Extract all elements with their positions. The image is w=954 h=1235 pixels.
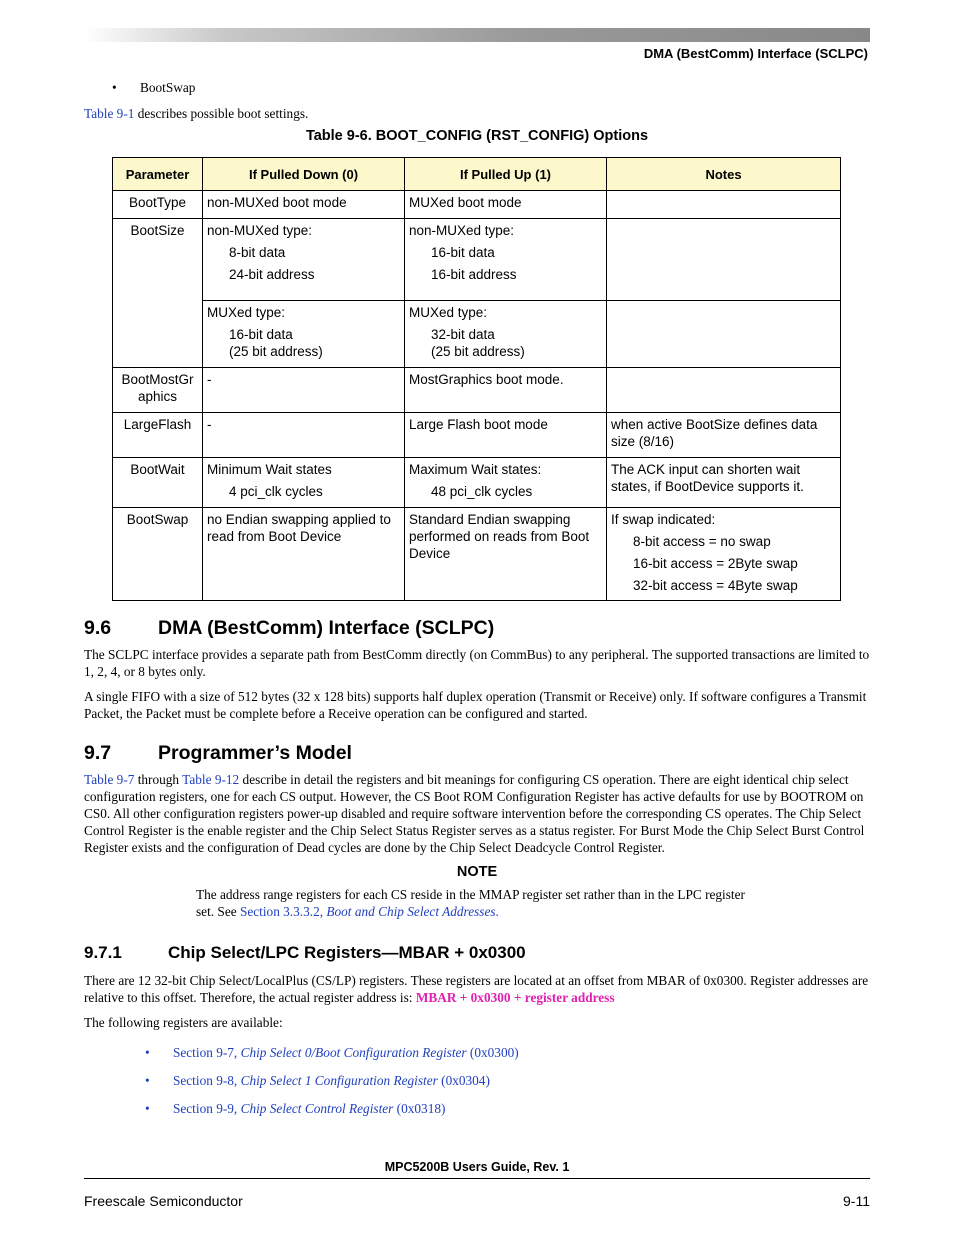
- cell-line: aphics: [137, 389, 178, 404]
- param-cell: LargeFlash: [113, 413, 203, 458]
- note-text: [196, 886, 756, 920]
- cell-line: BootMostGr: [121, 372, 194, 387]
- cell-line: 32-bit access = 4Byte swap: [633, 578, 798, 593]
- running-title: DMA (BestComm) Interface (SCLPC): [643, 46, 868, 61]
- footer-guide-title: MPC5200B Users Guide, Rev. 1: [384, 1160, 570, 1174]
- up-cell: [405, 301, 607, 368]
- table-9-1-link[interactable]: Table 9-1: [84, 106, 135, 121]
- section-9-7-1-title: Chip Select/LPC Registers—MBAR + 0x0300: [168, 943, 526, 962]
- section-9-7-paragraph: [84, 771, 870, 856]
- text: describe in detail the registers and bit meanings for configuring CS operation. There are eight identical chip select configuration registers, one for each CS output. However, the CS Boot ROM Configuration Register has active defaults for use by BOOTROM on CS0. All other configuration registers power-up disabled and require software intervention before the corresponding CS operates. The Chip Select Control Register is the enable register and the Chip Select Status Register serves as a status register. For Burst Mode the Chip Select Burst Control Register exists and the configuration of Dead cycles are done by the Chip Select Deadcycle Control Register.: [84, 772, 865, 855]
- section-9-6-title: DMA (BestComm) Interface (SCLPC): [158, 617, 495, 639]
- notes-cell: [607, 458, 841, 508]
- cell-line: 48 pci_clk cycles: [431, 484, 533, 499]
- list-item[interactable]: [145, 1045, 519, 1061]
- param-cell: BootType: [113, 191, 203, 219]
- cell-line: non-MUXed type:: [409, 223, 515, 238]
- up-cell: MUXed boot mode: [405, 191, 607, 219]
- note-title: NOTE: [456, 864, 498, 880]
- cell-line: MUXed type:: [409, 305, 488, 320]
- cell-line: when active BootSize defines data: [611, 417, 818, 432]
- register-name[interactable]: Chip Select 1 Configuration Register: [240, 1073, 438, 1088]
- text: The address range registers for each CS reside in the MMAP register set rather than in the LPC register set. See: [196, 887, 745, 919]
- down-cell: [203, 301, 405, 368]
- cell-line: Minimum Wait states: [207, 462, 332, 477]
- table-row: [113, 301, 841, 368]
- table-row: [113, 413, 841, 458]
- register-name[interactable]: Chip Select Control Register: [240, 1101, 394, 1116]
- cell-line: (25 bit address): [431, 344, 525, 359]
- notes-cell: [607, 508, 841, 601]
- bullet-dot: •: [145, 1073, 150, 1088]
- cell-line: no Endian swapping applied to: [207, 512, 391, 527]
- section-3-3-3-2-link[interactable]: Section 3.3.3.2: [239, 904, 320, 919]
- cell-line: 4 pci_clk cycles: [229, 484, 323, 499]
- intro-paragraph: [84, 105, 870, 122]
- register-name[interactable]: Chip Select 0/Boot Configuration Register: [240, 1045, 467, 1060]
- table-9-7-link[interactable]: Table 9-7: [84, 772, 135, 787]
- cell-line: The ACK input can shorten wait: [611, 462, 801, 477]
- down-cell: non-MUXed boot mode: [203, 191, 405, 219]
- down-cell: -: [203, 413, 405, 458]
- notes-cell: [607, 368, 841, 413]
- cell-line: performed on reads from Boot: [409, 529, 590, 544]
- bullet-dot: •: [112, 80, 117, 95]
- down-cell: -: [203, 368, 405, 413]
- notes-cell: [607, 219, 841, 301]
- section-9-7-link[interactable]: Section 9-7,: [172, 1045, 241, 1060]
- bullet-bootswap: [112, 80, 196, 96]
- cell-line: 8-bit access = no swap: [633, 534, 771, 549]
- intro-text: describes possible boot settings.: [134, 106, 309, 121]
- up-cell: [405, 508, 607, 601]
- text: .: [495, 904, 499, 919]
- cell-line: non-MUXed type:: [207, 223, 313, 238]
- cell-line: 24-bit address: [229, 267, 315, 282]
- section-9-6-number: 9.6: [84, 617, 112, 639]
- text: There are 12 32-bit Chip Select/LocalPlus (CS/LP) registers. These registers are located at an offset from MBAR of 0x0300. Register addresses are relative to this offset. Therefore, the actual register address is:: [84, 973, 869, 1005]
- cell-line: 8-bit data: [229, 245, 286, 260]
- section-9-7-1-paragraph-2: The following registers are available:: [84, 1015, 283, 1030]
- header-pulled-down: If Pulled Down (0): [203, 158, 405, 191]
- section-9-7-title: Programmer’s Model: [158, 742, 352, 764]
- notes-cell: [607, 413, 841, 458]
- table-caption: Table 9-6. BOOT_CONFIG (RST_CONFIG) Options: [305, 128, 649, 144]
- cell-line: Maximum Wait states:: [409, 462, 542, 477]
- section-9-7-1-number: 9.7.1: [84, 943, 122, 962]
- cell-line: Standard Endian swapping: [409, 512, 571, 527]
- up-cell: [405, 219, 607, 301]
- text: through: [134, 772, 183, 787]
- footer-company: Freescale Semiconductor: [84, 1193, 243, 1209]
- section-9-7-number: 9.7: [84, 742, 112, 764]
- up-cell: [405, 458, 607, 508]
- cell-line: Device: [409, 546, 451, 561]
- text: ,: [319, 904, 327, 919]
- cell-line: 16-bit data: [431, 245, 495, 260]
- register-address-formula: MBAR + 0x0300 + register address: [415, 990, 615, 1005]
- notes-cell: [607, 191, 841, 219]
- up-cell: MostGraphics boot mode.: [405, 368, 607, 413]
- cell-line: MUXed type:: [207, 305, 286, 320]
- bullet-dot: •: [145, 1101, 150, 1116]
- bullet-text: BootSwap: [140, 80, 196, 95]
- cell-line: 16-bit address: [431, 267, 517, 282]
- table-row: [113, 219, 841, 301]
- cell-line: (25 bit address): [229, 344, 323, 359]
- table-row: [113, 458, 841, 508]
- section-9-6-paragraph-2: A single FIFO with a size of 512 bytes (32 x 128 bits) supports half duplex operation (Transmit or Receive) only. If software configures a Transmit Packet, the Packet must be complete before a Receive operation can be configured and started.: [84, 689, 867, 721]
- list-item[interactable]: [145, 1073, 490, 1089]
- param-cell: BootWait: [113, 458, 203, 508]
- section-9-8-link[interactable]: Section 9-8,: [172, 1073, 241, 1088]
- param-cell: BootSize: [113, 219, 203, 368]
- page-number: 9-11: [843, 1193, 870, 1209]
- header-bar: [84, 28, 870, 42]
- cell-line: 32-bit data: [431, 327, 495, 342]
- table-header-row: [113, 158, 841, 191]
- table-row: [113, 191, 841, 219]
- table-9-12-link[interactable]: Table 9-12: [182, 772, 240, 787]
- table-row: [113, 508, 841, 601]
- cell-line: If swap indicated:: [611, 512, 716, 527]
- down-cell: [203, 219, 405, 301]
- cell-line: 16-bit data: [229, 327, 293, 342]
- cell-line: size (8/16): [611, 434, 675, 449]
- cell-line: states, if BootDevice supports it.: [611, 479, 804, 494]
- register-address[interactable]: (0x0318): [393, 1101, 446, 1116]
- up-cell: Large Flash boot mode: [405, 413, 607, 458]
- register-address[interactable]: (0x0300): [466, 1045, 519, 1060]
- register-address[interactable]: (0x0304): [437, 1073, 490, 1088]
- cell-line: read from Boot Device: [207, 529, 342, 544]
- header-pulled-up: If Pulled Up (1): [405, 158, 607, 191]
- param-cell: BootSwap: [113, 508, 203, 601]
- header-parameter: Parameter: [113, 158, 203, 191]
- section-9-9-link[interactable]: Section 9-9,: [172, 1101, 241, 1116]
- header-notes: Notes: [607, 158, 841, 191]
- cell-line: 16-bit access = 2Byte swap: [633, 556, 798, 571]
- section-9-6-paragraph-1: The SCLPC interface provides a separate path from BestComm directly (on CommBus) to any peripheral. The supported transactions are limited to 1, 2, 4, or 8 bytes only.: [84, 647, 870, 679]
- down-cell: [203, 458, 405, 508]
- bullet-dot: •: [145, 1045, 150, 1060]
- section-9-7-1-paragraph-1: [84, 972, 870, 1006]
- table-row: [113, 368, 841, 413]
- down-cell: [203, 508, 405, 601]
- list-item[interactable]: [145, 1101, 445, 1117]
- notes-cell: [607, 301, 841, 368]
- param-cell: [113, 368, 203, 413]
- boot-config-table: [112, 157, 841, 601]
- boot-chip-select-addresses-link[interactable]: Boot and Chip Select Addresses: [326, 904, 496, 919]
- footer-divider: [84, 1178, 870, 1179]
